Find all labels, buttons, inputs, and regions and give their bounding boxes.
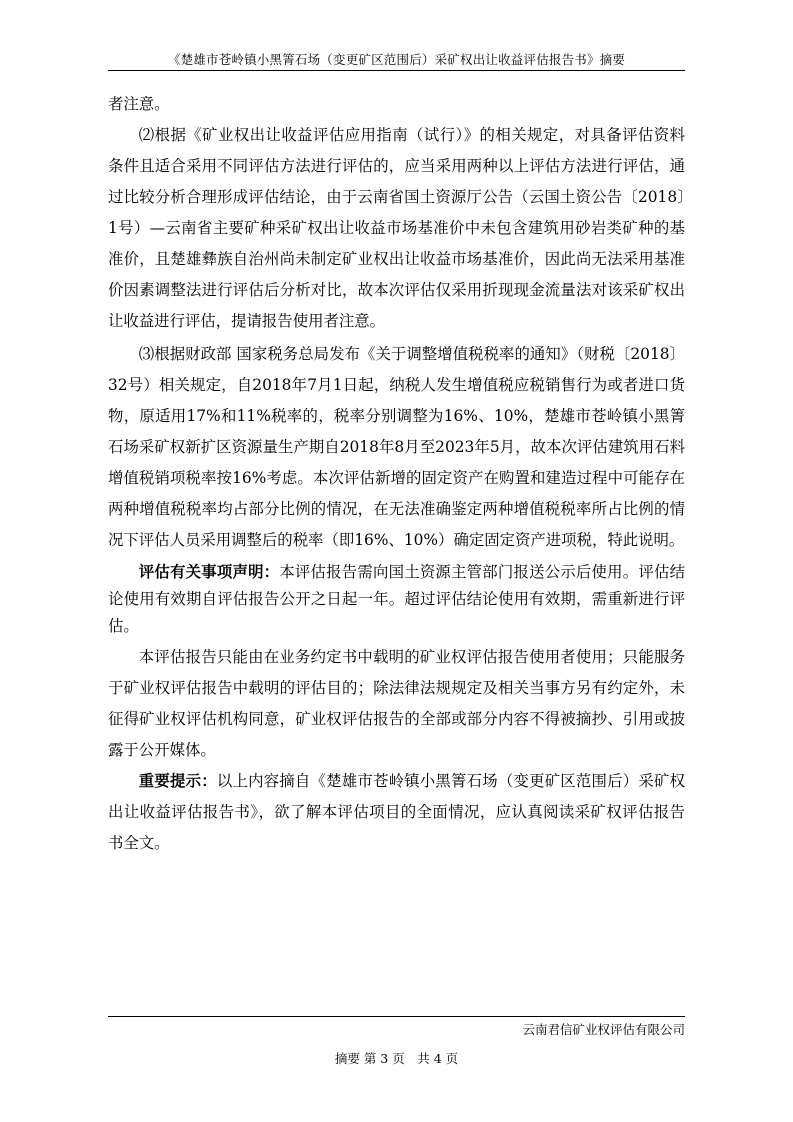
paragraph-continuation: 者注意。 — [108, 95, 170, 113]
paragraph-evaluation-method: ⑵根据《矿业权出让收益评估应用指南（试行）》的相关规定，对具备评估资料条件且适合采用不同评估方法进行评估的，应当采用两种以上评估方法进行评估，通过比较分析合理形成评估结论，由于云南省国土资源厅公告（云国土资公告〔2018〕1号）—云南省主要矿种采矿权出让收益市场基准价中未包含建筑用砂岩类矿种的基准价，且楚雄彝族自治州尚未制定矿业权出让收益市场基准价，因此尚无法采用基准价因素调整法进行评估后分析对比，故本次评估仅采用折现现金流量法对该采矿权出让收益进行评估，提请报告使用者注意。 — [108, 126, 685, 330]
paragraph-usage-restriction: 本评估报告只能由在业务约定书中载明的矿业权评估报告使用者使用；只能服务于矿业权评估报告中载明的评估目的；除法律法规规定及相关当事方另有约定外，未征得矿业权评估机构同意，矿业权评估报告的全部或部分内容不得被摘抄、引用或披露于公开媒体。 — [108, 648, 685, 759]
footer-company-name: 云南君信矿业权评估有限公司 — [522, 1022, 685, 1037]
paragraph-vat-rate: ⑶根据财政部 国家税务总局发布《关于调整增值税税率的通知》（财税〔2018〕32号）相关规定，自2018年7月1日起，纳税人发生增值税应税销售行为或者进口货物，原适用17%和11%税率的，税率分别调整为16%、10%，楚雄市苍岭镇小黑箐石场采矿权新扩区资源量生产期自2018年8月至2023年5月，故本次评估建筑用石料增值税销项税率按16%考虑。本次评估新增的固定资产在购置和建造过程中可能存在两种增值税税率均占部分比例的情况，在无法准确鉴定两种增值税税率所占比例的情况下评估人员采用调整后的税率（即16%、10%）确定固定资产进项税，特此说明。 — [108, 345, 685, 549]
notice-label: 重要提示： — [138, 772, 217, 790]
notice-text: 以上内容摘自《楚雄市苍岭镇小黑箐石场（变更矿区范围后）采矿权出让收益评估报告书》，欲了解本评估项目的全面情况，应认真阅读采矿权评估报告书全文。 — [108, 772, 685, 852]
paragraph-important-notice — [108, 766, 685, 859]
footer-page-number: 摘要 第 3 页 共 4 页 — [334, 1051, 459, 1066]
header-divider — [108, 70, 685, 71]
paragraph-statement — [108, 559, 685, 640]
page-header-title: 《楚雄市苍岭镇小黑箐石场（变更矿区范围后）采矿权出让收益评估报告书》摘要 — [167, 52, 626, 67]
document-body — [108, 89, 685, 859]
statement-label: 评估有关事项声明： — [138, 563, 280, 581]
footer-divider — [108, 1016, 685, 1017]
statement-text: 本评估报告需向国土资源主管部门报送公示后使用。评估结论使用有效期自评估报告公开之日起一年。超过评估结论使用有效期，需重新进行评估。 — [108, 563, 685, 635]
